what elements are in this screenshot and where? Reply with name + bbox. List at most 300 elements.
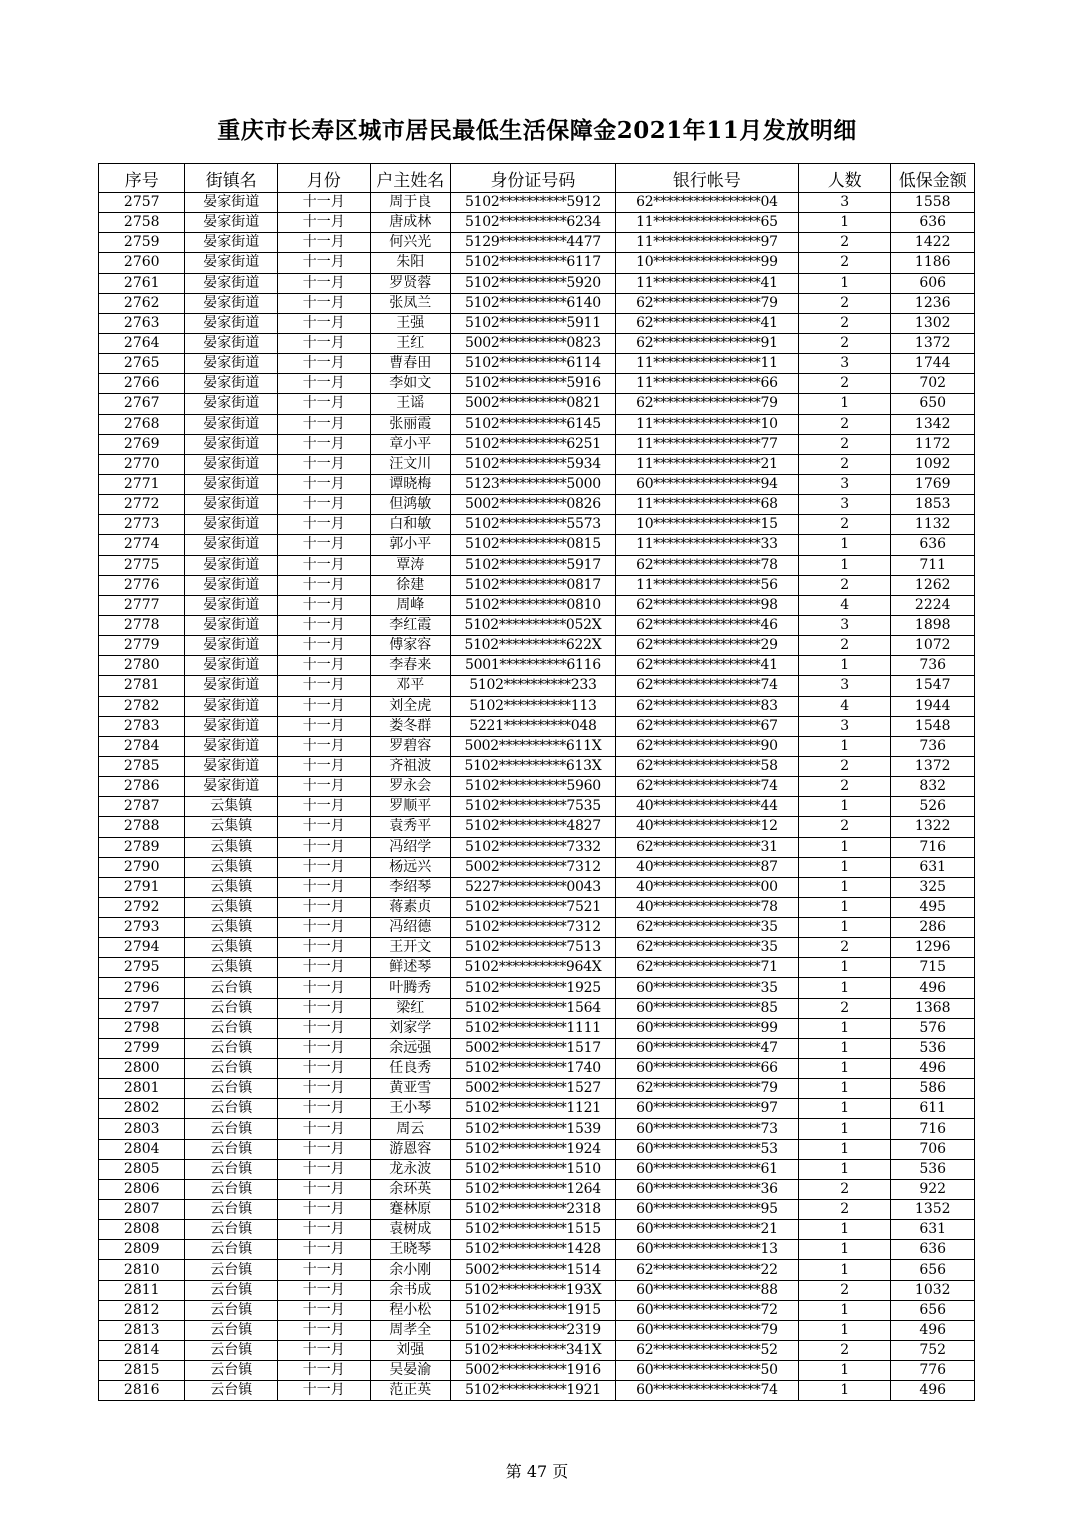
cell-bank-account: 10****************99 [615, 253, 798, 273]
cell-street: 云台镇 [185, 1361, 278, 1381]
cell-month: 十一月 [278, 434, 371, 454]
cell-index: 2801 [99, 1079, 185, 1099]
cell-index: 2805 [99, 1159, 185, 1179]
cell-id-number: 5102**********5912 [450, 193, 615, 213]
cell-month: 十一月 [278, 273, 371, 293]
cell-month: 十一月 [278, 696, 371, 716]
cell-bank-account: 62****************71 [615, 958, 798, 978]
table-row [99, 354, 975, 374]
cell-index: 2814 [99, 1341, 185, 1361]
col-header-people: 人数 [798, 164, 891, 193]
cell-people: 1 [798, 535, 891, 555]
cell-bank-account: 62****************83 [615, 696, 798, 716]
cell-index: 2760 [99, 253, 185, 273]
cell-month: 十一月 [278, 857, 371, 877]
cell-amount: 922 [891, 1179, 975, 1199]
cell-street: 晏家街道 [185, 555, 278, 575]
cell-bank-account: 60****************95 [615, 1200, 798, 1220]
cell-householder: 冯绍德 [370, 918, 450, 938]
cell-bank-account: 40****************12 [615, 817, 798, 837]
cell-month: 十一月 [278, 313, 371, 333]
cell-people: 2 [798, 313, 891, 333]
cell-street: 云台镇 [185, 1018, 278, 1038]
cell-householder: 余书成 [370, 1280, 450, 1300]
cell-street: 晏家街道 [185, 193, 278, 213]
cell-people: 1 [798, 1381, 891, 1401]
cell-people: 1 [798, 1240, 891, 1260]
cell-amount: 496 [891, 1381, 975, 1401]
cell-amount: 1422 [891, 233, 975, 253]
table-row [99, 656, 975, 676]
cell-people: 2 [798, 374, 891, 394]
table-row [99, 1099, 975, 1119]
cell-index: 2761 [99, 273, 185, 293]
cell-index: 2779 [99, 636, 185, 656]
cell-people: 1 [798, 797, 891, 817]
cell-month: 十一月 [278, 515, 371, 535]
cell-id-number: 5002**********1916 [450, 1361, 615, 1381]
cell-people: 1 [798, 958, 891, 978]
cell-householder: 李绍琴 [370, 877, 450, 897]
cell-householder: 但鸿敏 [370, 495, 450, 515]
header-row [99, 164, 975, 193]
cell-people: 2 [798, 333, 891, 353]
cell-street: 晏家街道 [185, 313, 278, 333]
table-row [99, 1280, 975, 1300]
cell-people: 1 [798, 394, 891, 414]
cell-bank-account: 62****************79 [615, 394, 798, 414]
cell-month: 十一月 [278, 213, 371, 233]
cell-people: 1 [798, 1220, 891, 1240]
cell-street: 云集镇 [185, 857, 278, 877]
cell-month: 十一月 [278, 595, 371, 615]
cell-householder: 谭晓梅 [370, 474, 450, 494]
cell-id-number: 5102**********6140 [450, 293, 615, 313]
cell-street: 云台镇 [185, 1320, 278, 1340]
cell-amount: 606 [891, 273, 975, 293]
cell-amount: 576 [891, 1018, 975, 1038]
cell-index: 2769 [99, 434, 185, 454]
cell-people: 3 [798, 474, 891, 494]
table-row [99, 1018, 975, 1038]
cell-people: 1 [798, 918, 891, 938]
cell-bank-account: 62****************67 [615, 716, 798, 736]
cell-index: 2785 [99, 756, 185, 776]
table-row [99, 1220, 975, 1240]
cell-people: 1 [798, 1018, 891, 1038]
cell-householder: 袁树成 [370, 1220, 450, 1240]
cell-people: 1 [798, 1119, 891, 1139]
cell-id-number: 5102**********1921 [450, 1381, 615, 1401]
cell-householder: 娄冬群 [370, 716, 450, 736]
table-row [99, 293, 975, 313]
cell-bank-account: 62****************04 [615, 193, 798, 213]
cell-householder: 朱阳 [370, 253, 450, 273]
cell-street: 晏家街道 [185, 474, 278, 494]
table-row [99, 837, 975, 857]
cell-month: 十一月 [278, 1280, 371, 1300]
cell-index: 2759 [99, 233, 185, 253]
page-suffix: 页 [552, 1462, 569, 1481]
table-row [99, 1240, 975, 1260]
table-row [99, 1381, 975, 1401]
cell-id-number: 5102**********7535 [450, 797, 615, 817]
cell-id-number: 5102**********5934 [450, 454, 615, 474]
cell-householder: 刘家学 [370, 1018, 450, 1038]
cell-people: 2 [798, 515, 891, 535]
cell-bank-account: 11****************77 [615, 434, 798, 454]
table-row [99, 696, 975, 716]
cell-bank-account: 62****************41 [615, 313, 798, 333]
table-row [99, 1159, 975, 1179]
cell-id-number: 5002**********1514 [450, 1260, 615, 1280]
cell-index: 2764 [99, 333, 185, 353]
cell-amount: 716 [891, 837, 975, 857]
cell-month: 十一月 [278, 656, 371, 676]
cell-householder: 邓平 [370, 676, 450, 696]
cell-bank-account: 60****************35 [615, 978, 798, 998]
cell-people: 2 [798, 817, 891, 837]
cell-amount: 706 [891, 1139, 975, 1159]
cell-bank-account: 62****************41 [615, 656, 798, 676]
cell-month: 十一月 [278, 676, 371, 696]
cell-id-number: 5102**********1924 [450, 1139, 615, 1159]
cell-people: 3 [798, 495, 891, 515]
cell-bank-account: 60****************21 [615, 1220, 798, 1240]
cell-street: 晏家街道 [185, 716, 278, 736]
cell-householder: 李春来 [370, 656, 450, 676]
cell-bank-account: 62****************31 [615, 837, 798, 857]
cell-amount: 1172 [891, 434, 975, 454]
cell-index: 2788 [99, 817, 185, 837]
cell-amount: 495 [891, 897, 975, 917]
cell-id-number: 5102**********1121 [450, 1099, 615, 1119]
cell-amount: 636 [891, 1240, 975, 1260]
cell-month: 十一月 [278, 877, 371, 897]
cell-householder: 唐成林 [370, 213, 450, 233]
cell-index: 2799 [99, 1038, 185, 1058]
table-row [99, 1361, 975, 1381]
cell-month: 十一月 [278, 817, 371, 837]
cell-index: 2794 [99, 938, 185, 958]
cell-month: 十一月 [278, 837, 371, 857]
cell-householder: 吴晏渝 [370, 1361, 450, 1381]
cell-id-number: 5102**********6145 [450, 414, 615, 434]
cell-month: 十一月 [278, 1059, 371, 1079]
cell-people: 2 [798, 434, 891, 454]
cell-amount: 1548 [891, 716, 975, 736]
cell-people: 4 [798, 595, 891, 615]
table-row [99, 414, 975, 434]
cell-amount: 716 [891, 1119, 975, 1139]
cell-month: 十一月 [278, 938, 371, 958]
cell-amount: 1032 [891, 1280, 975, 1300]
cell-id-number: 5102**********6114 [450, 354, 615, 374]
col-header-id-number: 身份证号码 [450, 164, 615, 193]
cell-householder: 曹春田 [370, 354, 450, 374]
table-row [99, 1139, 975, 1159]
cell-householder: 龙永波 [370, 1159, 450, 1179]
cell-amount: 2224 [891, 595, 975, 615]
cell-amount: 1898 [891, 615, 975, 635]
cell-id-number: 5002**********0823 [450, 333, 615, 353]
cell-people: 2 [798, 454, 891, 474]
cell-amount: 711 [891, 555, 975, 575]
cell-street: 晏家街道 [185, 454, 278, 474]
cell-people: 1 [798, 1320, 891, 1340]
cell-people: 3 [798, 716, 891, 736]
table-row [99, 233, 975, 253]
col-header-amount: 低保金额 [891, 164, 975, 193]
cell-amount: 1236 [891, 293, 975, 313]
cell-householder: 游恩容 [370, 1139, 450, 1159]
allowance-table [98, 163, 975, 1401]
cell-index: 2811 [99, 1280, 185, 1300]
cell-street: 云集镇 [185, 958, 278, 978]
cell-index: 2807 [99, 1200, 185, 1220]
table-row [99, 958, 975, 978]
table-row [99, 615, 975, 635]
cell-bank-account: 11****************97 [615, 233, 798, 253]
cell-people: 3 [798, 676, 891, 696]
cell-amount: 536 [891, 1159, 975, 1179]
cell-month: 十一月 [278, 998, 371, 1018]
cell-id-number: 5102**********0815 [450, 535, 615, 555]
cell-bank-account: 11****************56 [615, 575, 798, 595]
cell-index: 2777 [99, 595, 185, 615]
page-number: 47 [526, 1462, 548, 1481]
cell-amount: 1368 [891, 998, 975, 1018]
cell-people: 2 [798, 414, 891, 434]
cell-householder: 蒋素贞 [370, 897, 450, 917]
cell-people: 1 [798, 978, 891, 998]
table-row [99, 817, 975, 837]
page-prefix: 第 [505, 1462, 522, 1481]
cell-id-number: 5102**********1111 [450, 1018, 615, 1038]
table-row [99, 636, 975, 656]
cell-id-number: 5102**********7312 [450, 918, 615, 938]
cell-people: 2 [798, 1179, 891, 1199]
cell-street: 云台镇 [185, 1260, 278, 1280]
cell-id-number: 5221**********048 [450, 716, 615, 736]
cell-amount: 1262 [891, 575, 975, 595]
cell-month: 十一月 [278, 1200, 371, 1220]
cell-amount: 1744 [891, 354, 975, 374]
cell-householder: 鲜述琴 [370, 958, 450, 978]
cell-people: 1 [798, 656, 891, 676]
cell-amount: 286 [891, 918, 975, 938]
cell-month: 十一月 [278, 1079, 371, 1099]
cell-street: 云台镇 [185, 1300, 278, 1320]
cell-street: 云台镇 [185, 1200, 278, 1220]
cell-month: 十一月 [278, 1300, 371, 1320]
table-row [99, 515, 975, 535]
cell-id-number: 5102**********5920 [450, 273, 615, 293]
cell-bank-account: 60****************74 [615, 1381, 798, 1401]
cell-street: 云台镇 [185, 1119, 278, 1139]
cell-householder: 李红霞 [370, 615, 450, 635]
cell-street: 晏家街道 [185, 414, 278, 434]
cell-bank-account: 60****************47 [615, 1038, 798, 1058]
cell-bank-account: 62****************74 [615, 676, 798, 696]
cell-month: 十一月 [278, 636, 371, 656]
table-row [99, 333, 975, 353]
cell-month: 十一月 [278, 777, 371, 797]
cell-street: 晏家街道 [185, 736, 278, 756]
table-row [99, 495, 975, 515]
cell-id-number: 5102**********5916 [450, 374, 615, 394]
cell-householder: 徐建 [370, 575, 450, 595]
cell-amount: 1558 [891, 193, 975, 213]
cell-amount: 631 [891, 857, 975, 877]
cell-householder: 余环英 [370, 1179, 450, 1199]
cell-month: 十一月 [278, 918, 371, 938]
cell-street: 晏家街道 [185, 374, 278, 394]
cell-householder: 章小平 [370, 434, 450, 454]
cell-id-number: 5102**********6234 [450, 213, 615, 233]
cell-householder: 刘强 [370, 1341, 450, 1361]
cell-street: 晏家街道 [185, 333, 278, 353]
table-row [99, 1119, 975, 1139]
cell-street: 晏家街道 [185, 615, 278, 635]
cell-month: 十一月 [278, 897, 371, 917]
cell-id-number: 5102**********613X [450, 756, 615, 776]
cell-bank-account: 60****************88 [615, 1280, 798, 1300]
cell-householder: 余小刚 [370, 1260, 450, 1280]
cell-householder: 周于良 [370, 193, 450, 213]
cell-people: 3 [798, 193, 891, 213]
cell-street: 云台镇 [185, 998, 278, 1018]
cell-month: 十一月 [278, 1260, 371, 1280]
cell-amount: 1769 [891, 474, 975, 494]
cell-householder: 王谣 [370, 394, 450, 414]
cell-index: 2800 [99, 1059, 185, 1079]
cell-month: 十一月 [278, 1361, 371, 1381]
cell-householder: 王开文 [370, 938, 450, 958]
cell-bank-account: 60****************50 [615, 1361, 798, 1381]
table-row [99, 1038, 975, 1058]
cell-bank-account: 11****************21 [615, 454, 798, 474]
table-row [99, 716, 975, 736]
cell-bank-account: 11****************10 [615, 414, 798, 434]
cell-street: 晏家街道 [185, 394, 278, 414]
cell-index: 2782 [99, 696, 185, 716]
cell-month: 十一月 [278, 575, 371, 595]
table-row [99, 978, 975, 998]
cell-street: 晏家街道 [185, 656, 278, 676]
table-row [99, 777, 975, 797]
cell-month: 十一月 [278, 615, 371, 635]
cell-id-number: 5129**********4477 [450, 233, 615, 253]
cell-id-number: 5002**********1517 [450, 1038, 615, 1058]
cell-month: 十一月 [278, 1119, 371, 1139]
col-header-street: 街镇名 [185, 164, 278, 193]
cell-index: 2786 [99, 777, 185, 797]
table-row [99, 897, 975, 917]
table-row [99, 1260, 975, 1280]
cell-id-number: 5102**********341X [450, 1341, 615, 1361]
cell-street: 云台镇 [185, 1099, 278, 1119]
cell-month: 十一月 [278, 1018, 371, 1038]
table-row [99, 797, 975, 817]
table-row [99, 535, 975, 555]
cell-people: 2 [798, 777, 891, 797]
cell-id-number: 5102**********7521 [450, 897, 615, 917]
table-row [99, 756, 975, 776]
cell-people: 3 [798, 615, 891, 635]
cell-id-number: 5102**********4827 [450, 817, 615, 837]
cell-amount: 611 [891, 1099, 975, 1119]
cell-id-number: 5102**********0817 [450, 575, 615, 595]
cell-street: 晏家街道 [185, 756, 278, 776]
cell-street: 晏家街道 [185, 273, 278, 293]
cell-people: 2 [798, 1341, 891, 1361]
cell-month: 十一月 [278, 414, 371, 434]
cell-street: 云台镇 [185, 1240, 278, 1260]
cell-street: 云台镇 [185, 1038, 278, 1058]
cell-index: 2768 [99, 414, 185, 434]
cell-index: 2813 [99, 1320, 185, 1340]
cell-amount: 702 [891, 374, 975, 394]
cell-street: 晏家街道 [185, 535, 278, 555]
cell-people: 2 [798, 253, 891, 273]
cell-bank-account: 60****************73 [615, 1119, 798, 1139]
cell-householder: 郭小平 [370, 535, 450, 555]
cell-index: 2808 [99, 1220, 185, 1240]
cell-street: 晏家街道 [185, 495, 278, 515]
cell-month: 十一月 [278, 1320, 371, 1340]
cell-id-number: 5102**********6251 [450, 434, 615, 454]
cell-people: 1 [798, 1099, 891, 1119]
cell-street: 晏家街道 [185, 777, 278, 797]
cell-bank-account: 62****************58 [615, 756, 798, 776]
cell-id-number: 5002**********7312 [450, 857, 615, 877]
cell-month: 十一月 [278, 1139, 371, 1159]
cell-street: 云集镇 [185, 877, 278, 897]
cell-people: 2 [798, 998, 891, 1018]
cell-index: 2789 [99, 837, 185, 857]
cell-people: 1 [798, 1159, 891, 1179]
cell-householder: 李如文 [370, 374, 450, 394]
cell-amount: 650 [891, 394, 975, 414]
cell-index: 2775 [99, 555, 185, 575]
cell-index: 2774 [99, 535, 185, 555]
col-header-householder: 户主姓名 [370, 164, 450, 193]
cell-id-number: 5002**********1527 [450, 1079, 615, 1099]
cell-street: 晏家街道 [185, 354, 278, 374]
cell-street: 云集镇 [185, 918, 278, 938]
cell-id-number: 5002**********0826 [450, 495, 615, 515]
cell-street: 云集镇 [185, 837, 278, 857]
cell-index: 2766 [99, 374, 185, 394]
cell-month: 十一月 [278, 797, 371, 817]
table-row [99, 575, 975, 595]
cell-householder: 王强 [370, 313, 450, 333]
cell-amount: 715 [891, 958, 975, 978]
cell-amount: 496 [891, 1320, 975, 1340]
table-row [99, 857, 975, 877]
table-row [99, 1079, 975, 1099]
cell-amount: 656 [891, 1300, 975, 1320]
cell-householder: 杨远兴 [370, 857, 450, 877]
cell-index: 2795 [99, 958, 185, 978]
cell-amount: 636 [891, 535, 975, 555]
cell-id-number: 5102**********1264 [450, 1179, 615, 1199]
cell-id-number: 5102**********0810 [450, 595, 615, 615]
cell-street: 云台镇 [185, 1059, 278, 1079]
cell-street: 云台镇 [185, 1159, 278, 1179]
cell-bank-account: 60****************99 [615, 1018, 798, 1038]
